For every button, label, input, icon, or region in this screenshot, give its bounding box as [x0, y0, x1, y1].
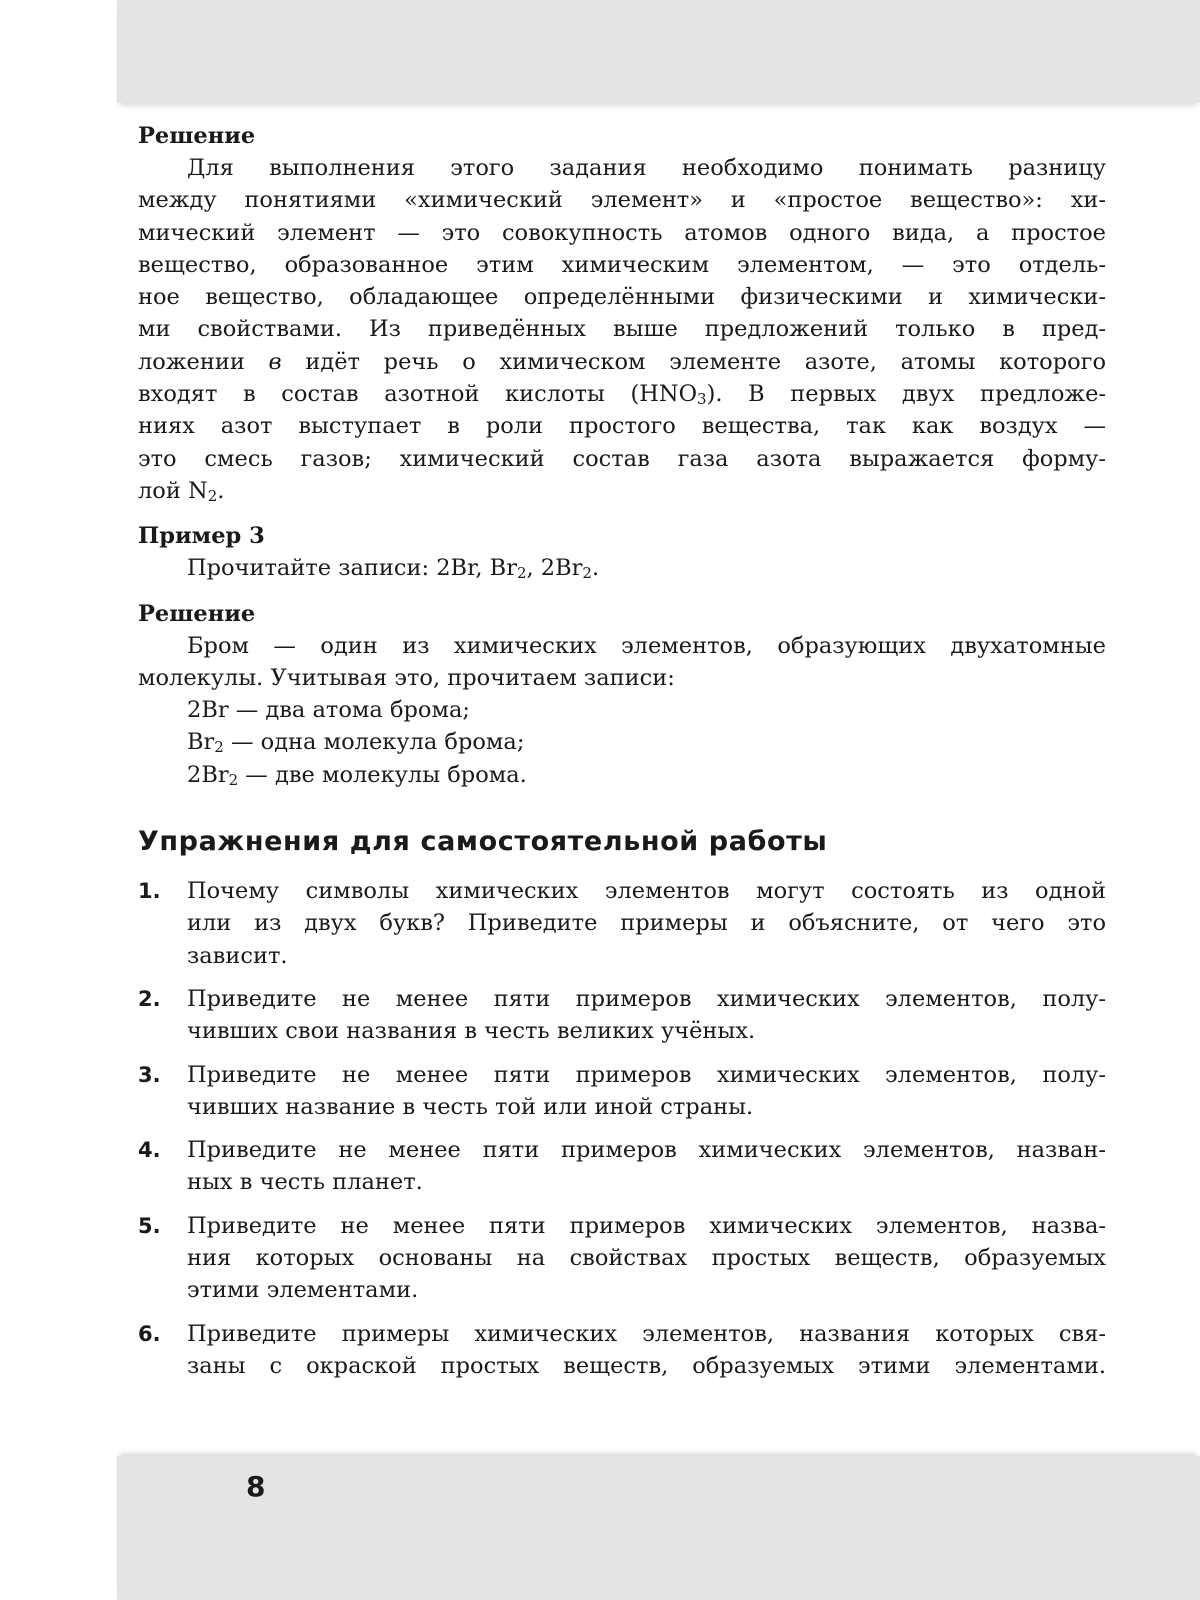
- paragraph-line: ниях азот выступает в роли простого вещества, так как воздух —: [138, 413, 1106, 440]
- paragraph-line: между понятиями «химический элемент» и «простое вещество»: хи-: [138, 187, 1106, 214]
- exercise-line: зависит.: [187, 942, 288, 969]
- formula-item: $2Br_2$ — две молекулы брома.: [187, 761, 527, 789]
- exercise-line: Приведите не менее пяти примеров химических элементов, назва-: [187, 1212, 1106, 1239]
- exercise-item: [138, 875, 1106, 972]
- paragraph-line: Для выполнения этого задания необходимо понимать разницу: [187, 155, 1106, 181]
- paragraph-line: молекулы. Учитывая это, прочитаем записи:: [138, 664, 675, 691]
- exercise-number: 6.: [138, 1321, 161, 1346]
- exercise-line: Приведите не менее пяти примеров химических элементов, полу-: [187, 1061, 1106, 1088]
- exercise-line: или из двух букв? Приведите примеры и объясните, от чего это: [187, 910, 1106, 937]
- paragraph-line: ми свойствами. Из приведённых выше предложений только в пред-: [138, 316, 1106, 343]
- page-content: [138, 120, 1106, 1382]
- paragraph-line: Бром — один из химических элементов, образующих двухатомные: [187, 632, 1106, 659]
- exercise-number: 1.: [138, 879, 161, 904]
- paragraph-line: это смесь газов; химический состав газа азота выражается форму-: [138, 445, 1106, 472]
- exercise-item: [138, 1134, 1106, 1199]
- exercise-line: заны с окраской простых веществ, образуемых этими элементами.: [187, 1352, 1106, 1379]
- paragraph-line: вещество, образованное этим химическим элементом, — это отдель-: [138, 251, 1106, 278]
- paragraph-line: мический элемент — это совокупность атомов одного вида, а простое: [138, 219, 1106, 246]
- footer-band: [117, 1456, 1200, 1600]
- exercise-line: чивших название в честь той или иной страны.: [187, 1093, 754, 1120]
- exercise-item: [138, 1210, 1106, 1307]
- formula-item: 2Br — два атома брома;: [187, 697, 470, 724]
- header-band: [117, 0, 1200, 103]
- exercise-line: Приведите примеры химических элементов, названия которых свя-: [187, 1320, 1106, 1347]
- exercise-item: [138, 1318, 1106, 1383]
- exercise-item: [138, 983, 1106, 1048]
- exercise-line: Почему символы химических элементов могут состоять из одной: [187, 878, 1106, 905]
- paragraph-line: входят в состав азотной кислоты $(HNO_3)$. В первых двух предложе-: [138, 381, 1106, 409]
- exercise-line: чивших свои названия в честь великих учёных.: [187, 1018, 756, 1045]
- example-text: Прочитайте записи: 2Br, $Br_2$, $2Br_2$.: [187, 555, 600, 583]
- exercise-number: 5.: [138, 1213, 161, 1238]
- page-number: 8: [246, 1470, 266, 1503]
- exercise-line: Приведите не менее пяти примеров химических элементов, назван-: [187, 1137, 1106, 1164]
- exercise-line: ния которых основаны на свойствах простых веществ, образуемых: [187, 1245, 1106, 1272]
- exercises-title: Упражнения для самостоятельной работы: [138, 826, 828, 858]
- paragraph-line: ное вещество, обладающее определёнными физическими и химически-: [138, 284, 1106, 311]
- paragraph-line: ложении в идёт речь о химическом элементе азоте, атомы которого: [138, 348, 1106, 375]
- exercise-number: 3.: [138, 1062, 161, 1087]
- exercise-line: этими элементами.: [187, 1277, 419, 1304]
- formula-item: $Br_2$ — одна молекула брома;: [187, 729, 525, 757]
- exercise-line: ных в честь планет.: [187, 1169, 423, 1196]
- exercise-item: [138, 1059, 1106, 1124]
- exercise-number: 2.: [138, 986, 161, 1011]
- solution-heading: Решение: [138, 123, 256, 149]
- example-heading: Пример 3: [138, 523, 265, 550]
- exercise-number: 4.: [138, 1138, 161, 1163]
- solution-heading: Решение: [138, 600, 256, 627]
- exercise-line: Приведите не менее пяти примеров химических элементов, полу-: [187, 985, 1106, 1012]
- paragraph-line: лой $N_2$.: [138, 477, 225, 505]
